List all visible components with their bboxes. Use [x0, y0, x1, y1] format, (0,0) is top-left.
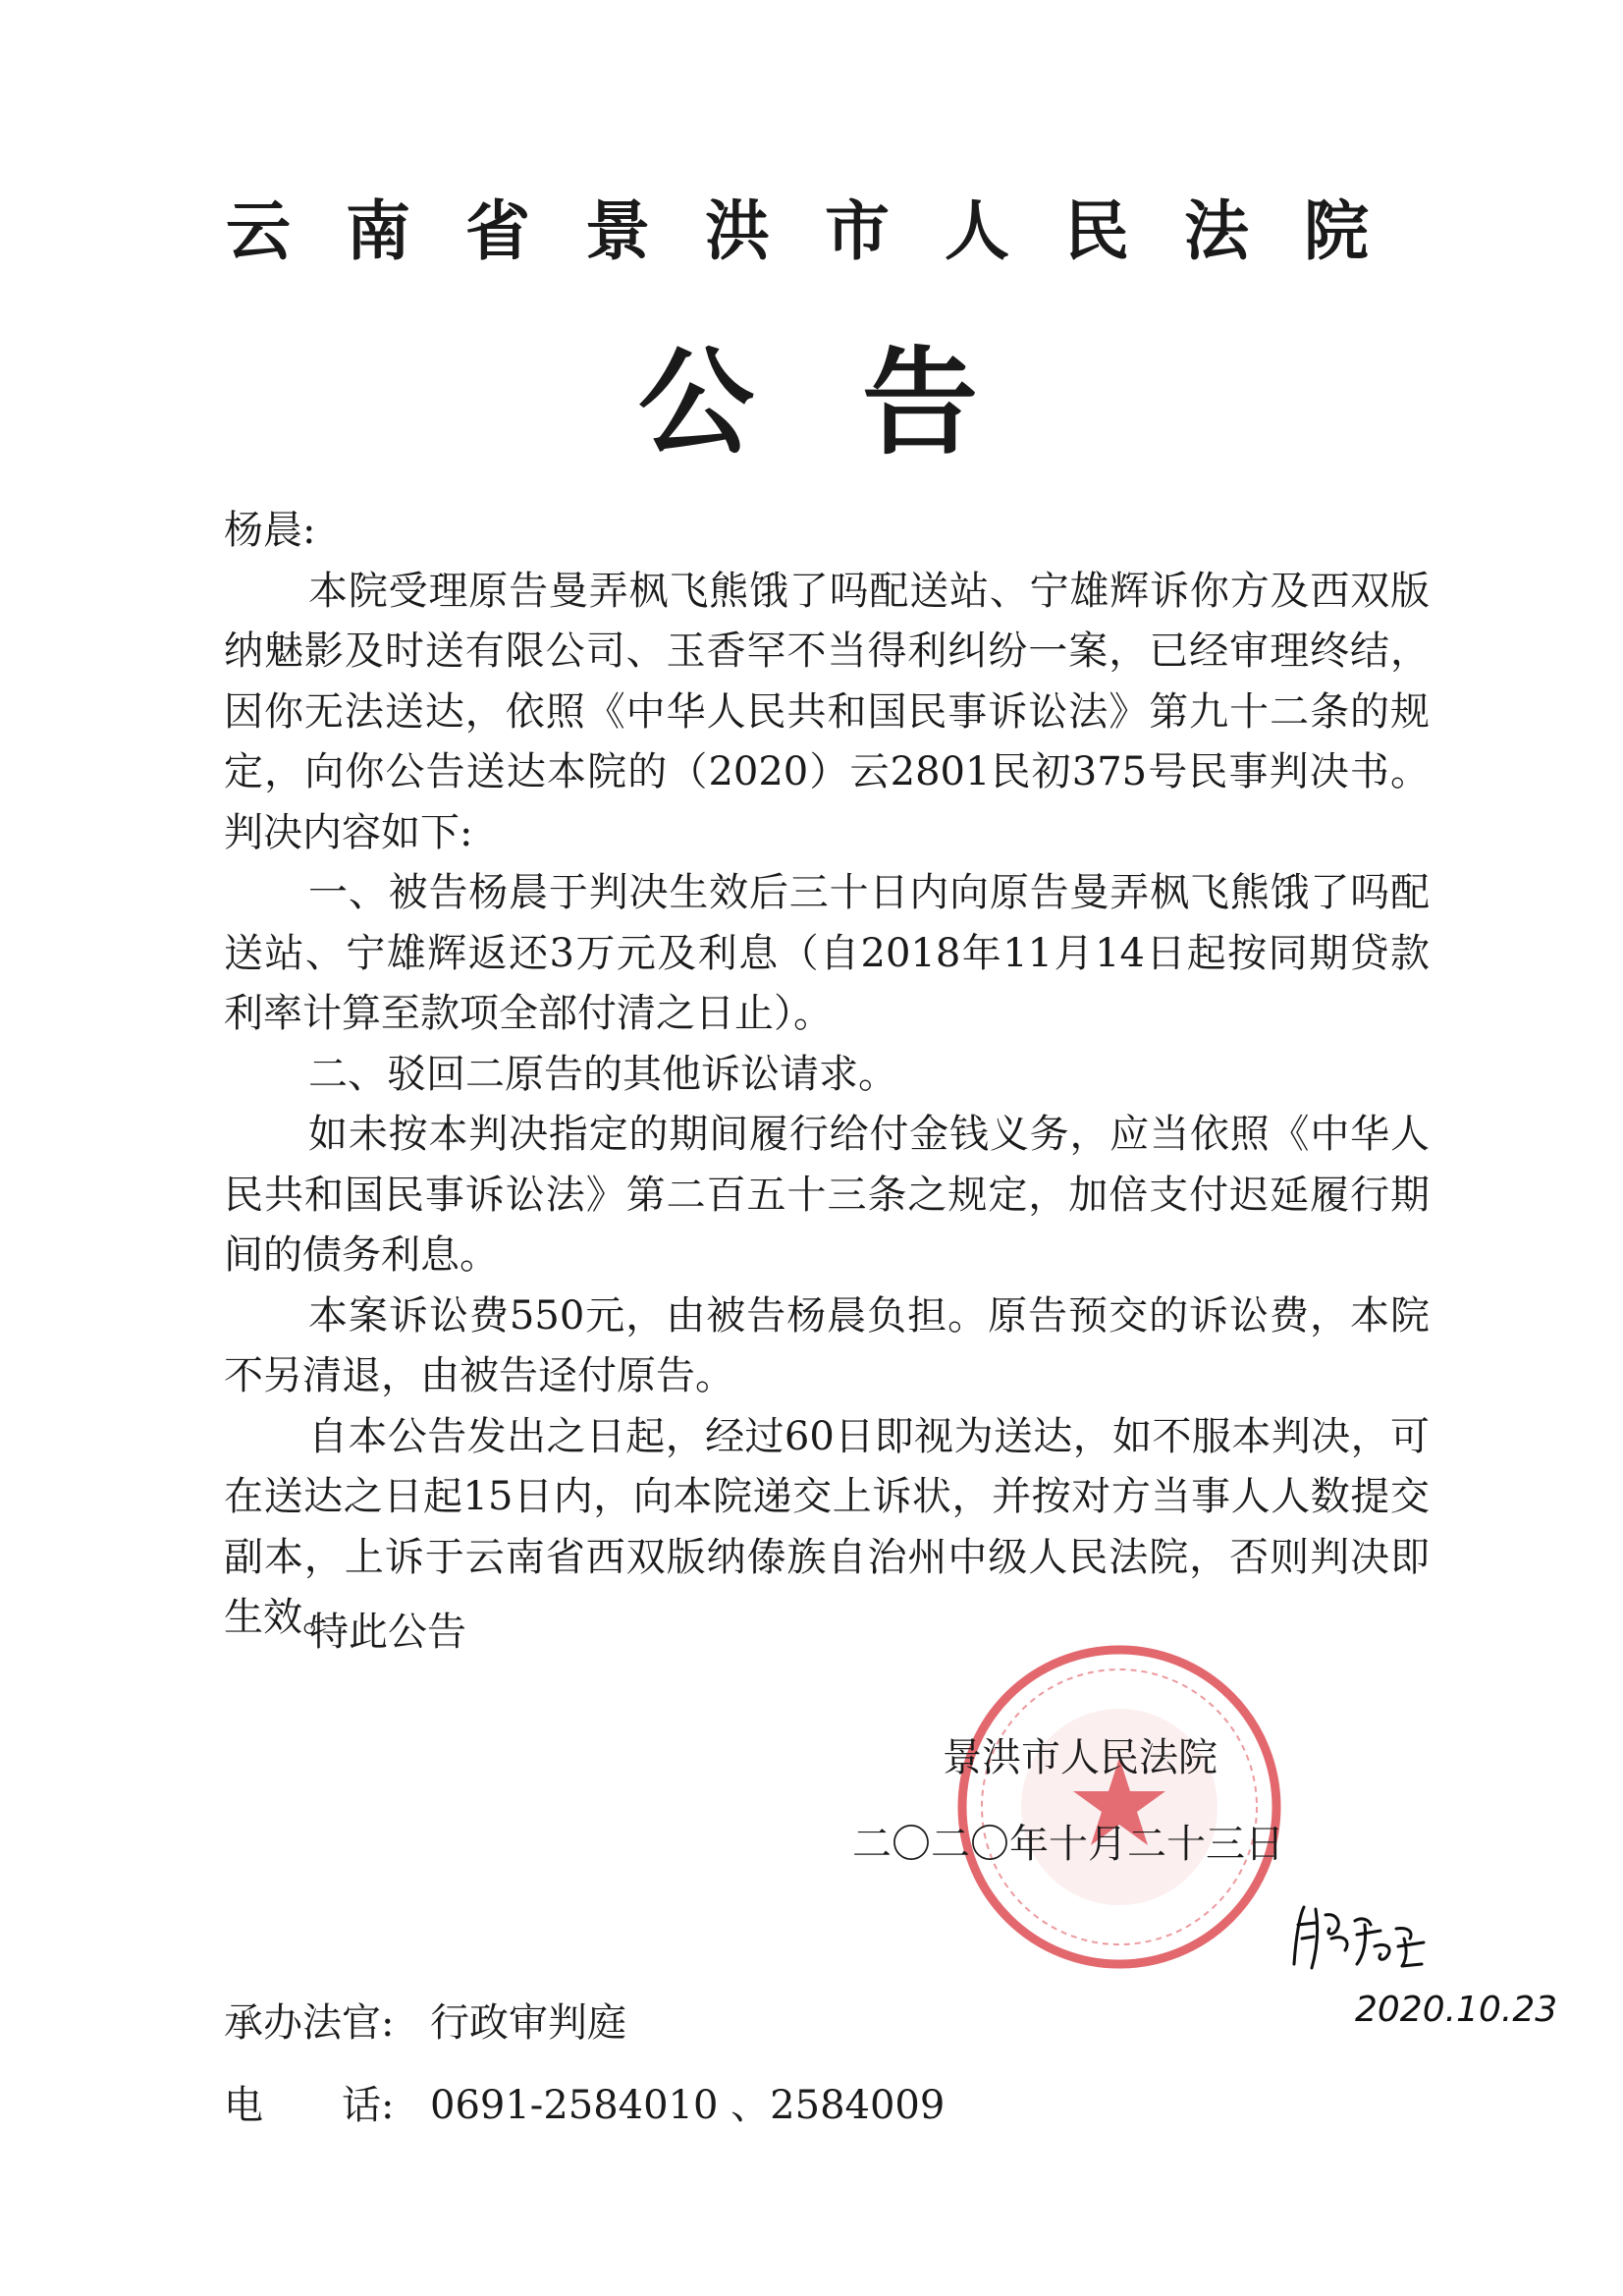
signing-date: 二〇二〇年十月二十三日 [852, 1822, 1284, 1867]
phone-label: 电 话: [224, 2083, 395, 2128]
paragraph-judgment-item-2: 二、驳回二原告的其他诉讼请求。 [308, 1051, 897, 1097]
salutation: 杨晨: [224, 508, 316, 553]
closing-line: 特此公告 [309, 1610, 466, 1655]
signing-court: 景洪市人民法院 [943, 1735, 1217, 1780]
court-name: 云南省景洪市人民法院 [226, 193, 1424, 269]
judge-value: 行政审判庭 [430, 2000, 626, 2046]
court-seal-stamp [952, 1640, 1286, 1974]
paragraph-litigation-fee: 本案诉讼费550元，由被告杨晨负担。原告预交的诉讼费，本院不另清退，由被告迳付原告。 [224, 1292, 1430, 1398]
notice-body [224, 501, 1430, 1649]
judge-line [224, 1992, 626, 2048]
handwritten-signature [1286, 1895, 1434, 1974]
paragraph-judgment-item-1: 一、被告杨晨于判决生效后三十日内向原告曼弄枫飞熊饿了吗配送站、宁雄辉返还3万元及利息（自2018年11月14日起按同期贷款利率计算至款项全部付清之日止）。 [224, 870, 1430, 1036]
paragraph-appeal: 自本公告发出之日起，经过60日即视为送达，如不服本判决，可在送达之日起15日内，向本院递交上诉状，并按对方当事人人数提交副本，上诉于云南省西双版纳傣族自治州中级人民法院，否则判决即生效。 [224, 1413, 1430, 1640]
document-title: 公告 [638, 335, 1087, 470]
paragraph-late-payment: 如未按本判决指定的期间履行给付金钱义务，应当依照《中华人民共和国民事诉讼法》第二百五十三条之规定，加倍支付迟延履行期间的债务利息。 [224, 1112, 1430, 1278]
judge-label: 承办法官: [224, 2000, 395, 2046]
handwritten-date: 2020.10.23 [1355, 1990, 1558, 2030]
phone-value: 0691-2584010 、2584009 [430, 2083, 946, 2128]
paragraph-case-intro: 本院受理原告曼弄枫飞熊饿了吗配送站、宁雄辉诉你方及西双版纳魅影及时送有限公司、玉香罕不当得利纠纷一案，已经审理终结，因你无法送达，依照《中华人民共和国民事诉讼法》第九十二条的规定，向你公告送达本院的（2020）云2801民初375号民事判决书。判决内容如下: [224, 568, 1430, 855]
phone-line [224, 2074, 945, 2130]
